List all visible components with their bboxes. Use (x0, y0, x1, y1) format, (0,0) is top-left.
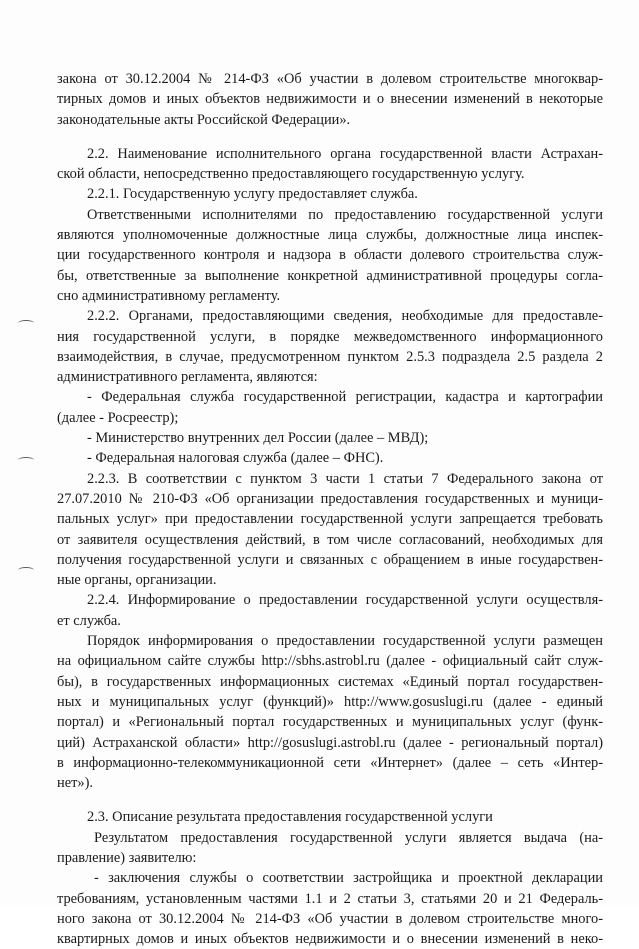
text-line: на официальном сайте службы http://sbhs.astrobl.ru (далее - официальный сайт служ- (57, 653, 603, 670)
text-line: сно административному регламенту. (57, 287, 281, 304)
text-line: Порядок информирования о предоставлении государственной услуги размещен (87, 633, 603, 650)
margin-mark (18, 457, 34, 463)
text-line: ций) Астраханской области» http://gosuslugi.astrobl.ru (далее - региональный портал) (57, 734, 603, 751)
text-line: ет служба. (57, 612, 121, 629)
text-line: административного регламента, являются: (57, 369, 318, 386)
text-line: бы), в государственных информационных системах «Единый портал государствен- (57, 673, 603, 690)
text-line: тирных домов и иных объектов недвижимости и о внесении изменений в некоторые (57, 91, 603, 108)
section-heading: 2.3. Описание результата предоставления государственной услуги (87, 809, 493, 826)
text-line: 27.07.2010 № 210-ФЗ «Об организации предоставления государственных и муници- (57, 490, 603, 507)
margin-mark (18, 320, 34, 326)
text-line: ции государственного контроля и надзора в области долевого строительства служ- (57, 247, 603, 264)
text-line: ных и муниципальных услуг (функций)» http://www.gosuslugi.ru (далее - единый (57, 693, 603, 710)
section-heading: 2.2. Наименование исполнительного органа государственной власти Астрахан- (87, 145, 603, 162)
text-line: от заявителя осуществления действий, в том числе согласований, необходимых для (57, 531, 603, 548)
text-line: ния государственной услуги, в порядке межведомственного информационного (57, 328, 603, 345)
text-line: Ответственными исполнителями по предоставлению государственной услуги (87, 206, 603, 223)
text-line: пальных услуг» при предоставлении государственной услуги запрещается требовать (57, 511, 603, 528)
text-line: бы, ответственные за выполнение конкретной административной процедуры согла- (57, 267, 603, 284)
document-text (57, 69, 603, 949)
text-line: взаимодействия, в случае, предусмотренном пунктом 2.5.3 подраздела 2.5 раздела 2 (57, 348, 603, 365)
text-line: ской области, непосредственно предоставляющего государственную услугу. (57, 166, 525, 183)
list-item: - Федеральная налоговая служба (далее – ФНС). (87, 450, 384, 467)
text-line: правление) заявителю: (57, 849, 197, 866)
margin-mark (18, 567, 34, 573)
text-line: 2.2.1. Государственную услугу предоставляет служба. (87, 186, 418, 203)
list-item: - заключения службы о соответствии застройщика и проектной декларации (94, 870, 603, 887)
text-line: получения государственной услуги и связанных с обращением в иные государствен- (57, 551, 603, 568)
text-line: законодательные акты Российской Федерации». (57, 111, 351, 128)
text-line: 2.2.2. Органами, предоставляющими сведения, необходимые для предоставле- (87, 308, 603, 325)
list-item: - Федеральная служба государственной регистрации, кадастра и картографии (87, 389, 603, 406)
text-line: 2.2.4. Информирование о предоставлении государственной услуги осуществля- (87, 592, 603, 609)
text-line: являются уполномоченные должностные лица службы, должностные лица инспек- (57, 227, 603, 244)
text-line: Результатом предоставления государственной услуги является выдача (на- (94, 829, 603, 846)
text-line: ные органы, организации. (57, 572, 217, 589)
text-line: в информационно-телекоммуникационной сети «Интернет» (далее – сеть «Интер- (57, 754, 603, 771)
text-line: 2.2.3. В соответствии с пунктом 3 части 1 статьи 7 Федерального закона от (87, 470, 603, 487)
text-line: закона от 30.12.2004 № 214-ФЗ «Об участии в долевом строительстве многоквар- (57, 71, 603, 87)
text-line: портал) и «Региональный портал государственных и муниципальных услуг (функ- (57, 714, 603, 731)
text-line: нет»). (57, 775, 93, 792)
text-line: квартирных домов и иных объектов недвижимости и о внесении изменений в неко- (57, 931, 603, 948)
list-item: - Министерство внутренних дел России (далее – МВД); (87, 430, 429, 447)
text-line: ного закона от 30.12.2004 № 214-ФЗ «Об участии в долевом строительстве много- (57, 910, 603, 927)
text-line: требованиям, установленным частями 1.1 и 2 статьи 3, статьями 20 и 21 Федераль- (57, 890, 603, 907)
text-line: (далее - Росреестр); (57, 409, 179, 426)
